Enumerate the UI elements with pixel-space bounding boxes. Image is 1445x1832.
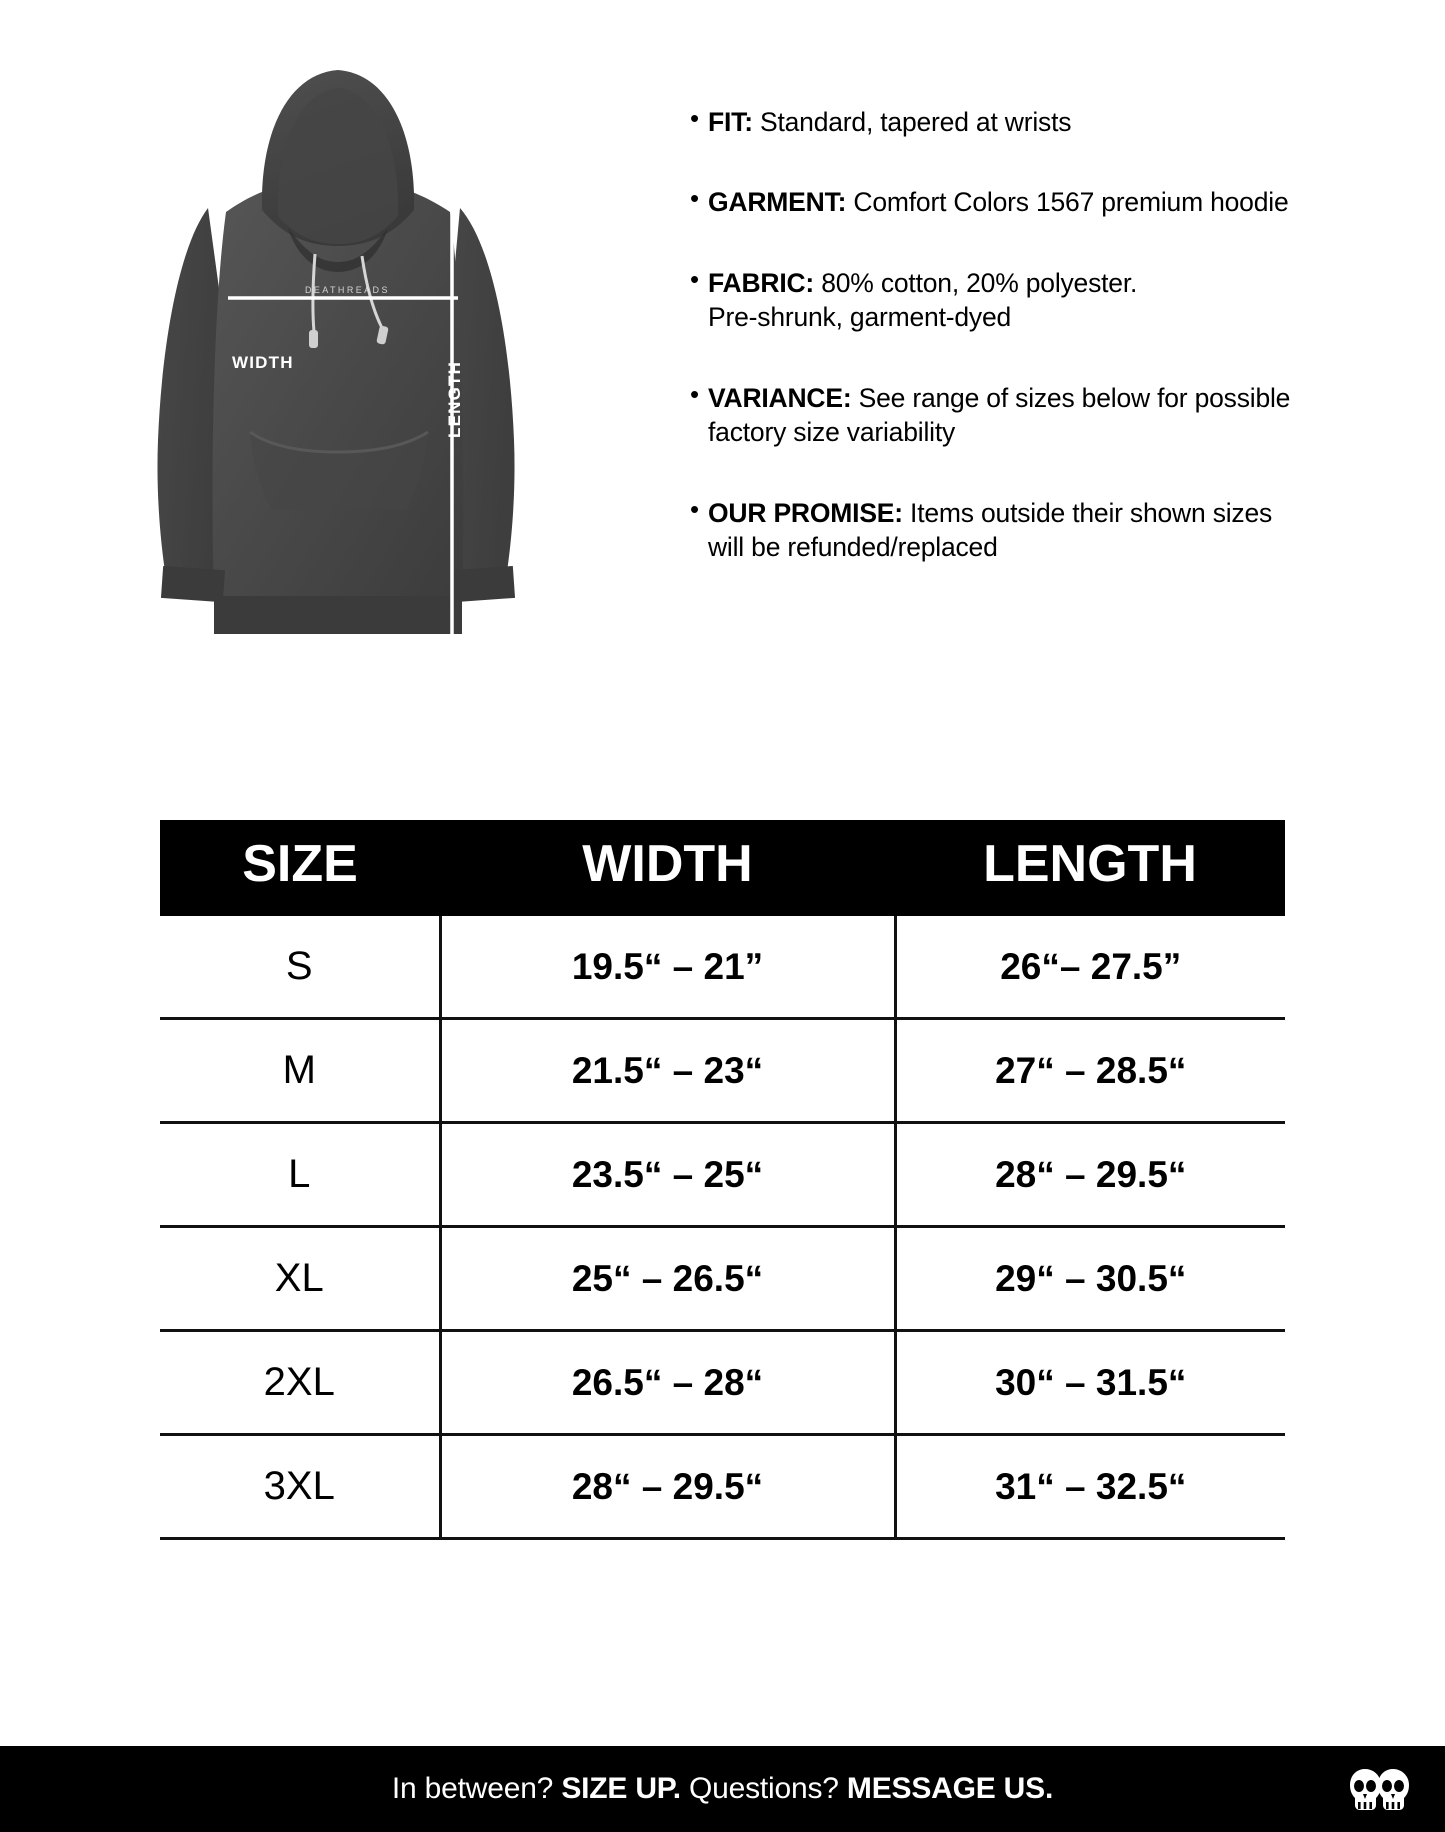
table-row: [160, 1227, 1285, 1331]
bullet-dot-icon: •: [690, 378, 700, 409]
length-measure-label: LENGTH: [445, 360, 464, 438]
footer-message: [392, 1772, 1053, 1806]
top-section: [0, 0, 1445, 790]
cell-size: L: [160, 1123, 440, 1227]
cell-size: XL: [160, 1227, 440, 1331]
detail-text: [708, 496, 1272, 565]
cell-width: 19.5“ – 21”: [440, 916, 895, 1019]
cell-length: 27“ – 28.5“: [895, 1019, 1285, 1123]
table-row: [160, 1331, 1285, 1435]
detail-value: 80% cotton, 20% polyester.: [814, 267, 1138, 298]
cell-length: 26“– 27.5”: [895, 916, 1285, 1019]
detail-label: VARIANCE:: [708, 382, 852, 413]
detail-label: GARMENT:: [708, 187, 847, 218]
cell-size: 2XL: [160, 1331, 440, 1435]
detail-value-line2: will be refunded/replaced: [708, 532, 998, 563]
detail-text: [708, 266, 1137, 335]
hoodie-diagram: [110, 40, 570, 680]
cell-width: 25“ – 26.5“: [440, 1227, 895, 1331]
list-item: [690, 105, 1390, 139]
table-body: [160, 916, 1285, 1539]
detail-value: See range of sizes below for possible: [851, 382, 1291, 413]
table-row: [160, 1435, 1285, 1539]
detail-text: [708, 185, 1288, 219]
column-header-size: SIZE: [160, 820, 440, 916]
twin-skulls-logo-icon: [1347, 1763, 1411, 1815]
list-item: [690, 493, 1390, 565]
bullet-dot-icon: •: [690, 103, 700, 133]
footer-bar: [0, 1746, 1445, 1832]
bullet-dot-icon: •: [690, 263, 700, 294]
footer-part-2: SIZE UP.: [561, 1772, 681, 1805]
list-item: [690, 378, 1390, 450]
table-header-row: [160, 820, 1285, 916]
cell-width: 21.5“ – 23“: [440, 1019, 895, 1123]
footer-part-1: In between?: [391, 1772, 562, 1805]
detail-text: [708, 381, 1290, 450]
width-measure-label: WIDTH: [232, 353, 294, 372]
size-chart-table-wrapper: [160, 820, 1285, 1540]
cell-length: 31“ – 32.5“: [895, 1435, 1285, 1539]
cell-size: M: [160, 1019, 440, 1123]
detail-label: FABRIC:: [708, 267, 815, 298]
cell-length: 28“ – 29.5“: [895, 1123, 1285, 1227]
list-item: [690, 263, 1390, 335]
detail-text: [708, 105, 1071, 139]
cell-width: 28“ – 29.5“: [440, 1435, 895, 1539]
table-row: [160, 916, 1285, 1019]
detail-value-line2: Pre-shrunk, garment-dyed: [708, 302, 1012, 333]
detail-value-line2: factory size variability: [708, 417, 956, 448]
hoodie-illustration: [110, 40, 570, 680]
detail-value: Comfort Colors 1567 premium hoodie: [846, 187, 1289, 218]
size-chart-table: [160, 820, 1285, 1540]
detail-label: OUR PROMISE:: [708, 497, 903, 528]
detail-value: Standard, tapered at wrists: [752, 107, 1072, 137]
bullet-dot-icon: •: [690, 183, 700, 214]
table-row: [160, 1019, 1285, 1123]
product-details-list: [690, 105, 1390, 611]
cell-length: 30“ – 31.5“: [895, 1331, 1285, 1435]
list-item: [690, 185, 1390, 219]
column-header-width: WIDTH: [440, 820, 895, 916]
table-header: [160, 820, 1285, 916]
cell-width: 26.5“ – 28“: [440, 1331, 895, 1435]
cell-size: S: [160, 916, 440, 1019]
detail-value: Items outside their shown sizes: [902, 497, 1273, 528]
footer-part-4: MESSAGE US.: [846, 1772, 1054, 1805]
column-header-length: LENGTH: [895, 820, 1285, 916]
bullet-dot-icon: •: [690, 493, 700, 524]
table-row: [160, 1123, 1285, 1227]
hoodie-brandmark: DEATHREADS: [305, 285, 390, 295]
cell-length: 29“ – 30.5“: [895, 1227, 1285, 1331]
cell-width: 23.5“ – 25“: [440, 1123, 895, 1227]
cell-size: 3XL: [160, 1435, 440, 1539]
footer-part-3: Questions?: [680, 1772, 847, 1805]
detail-label: FIT:: [708, 107, 753, 137]
